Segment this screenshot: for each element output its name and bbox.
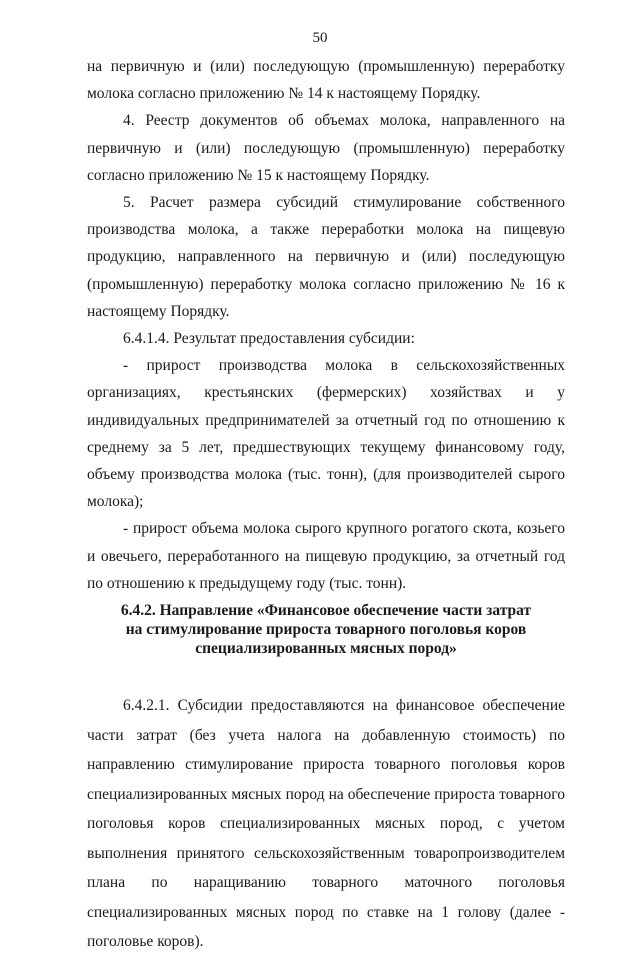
paragraph-item-4: 4. Реестр документов об объемах молока, направленного на первичную и (или) последующую (промышленную) переработку согласно приложению № 15 к настоящему Порядку. <box>87 112 565 184</box>
paragraph-continuation: на первичную и (или) последующую (промышленную) переработку молока согласно приложению № 14 к настоящему Порядку. <box>87 58 565 103</box>
section-spacer <box>87 658 565 691</box>
section-title-line-3: специализированных мясных пород» <box>195 640 457 658</box>
paragraph-6-4-2-1: 6.4.2.1. Субсидии предоставляются на финансовое обеспечение части затрат (без учета налога на добавленную стоимость) по направлению стимулирование прироста товарного поголовья коров специализированных мясных пород на обеспечение прироста товарного поголовья коров специализированных мясных пород, с учетом выполнения принятого сельскохозяйственным товаропроизводителем плана по наращиванию товарного маточного поголовья специализированных мясных пород по ставке на 1 голову (далее - поголовье коров). <box>87 697 565 951</box>
section-title-line-2: на стимулирование прироста товарного поголовья коров <box>125 621 527 639</box>
paragraph-item-5: 5. Расчет размера субсидий стимулирование собственного производства молока, а также переработки молока на пищевую продукцию, направленного на первичную и (или) последующую (промышленную) переработку молока согласно приложению № 16 к настоящему Порядку. <box>87 194 565 320</box>
section-title-line-1: 6.4.2. Направление «Финансовое обеспечение части затрат <box>120 602 532 620</box>
paragraph-result-milk-processing: - прирост объема молока сырого крупного рогатого скота, козьего и овечьего, переработанного на пищевую продукцию, за отчетный год по отношению к предыдущему году (тыс. тонн). <box>87 520 565 592</box>
section-title <box>87 601 565 658</box>
paragraph-result-milk-production: - прирост производства молока в сельскохозяйственных организациях, крестьянских (фермерских) хозяйствах и у индивидуальных предпринимателей за отчетный год по отношению к среднему за 5 лет, предшествующих текущему финансовому году, объему производства молока (тыс. тонн), (для производителей сырого молока); <box>87 357 565 511</box>
paragraph-result-heading: 6.4.1.4. Результат предоставления субсидии: <box>123 330 415 348</box>
page-number: 50 <box>312 30 328 46</box>
document-body <box>87 53 565 957</box>
